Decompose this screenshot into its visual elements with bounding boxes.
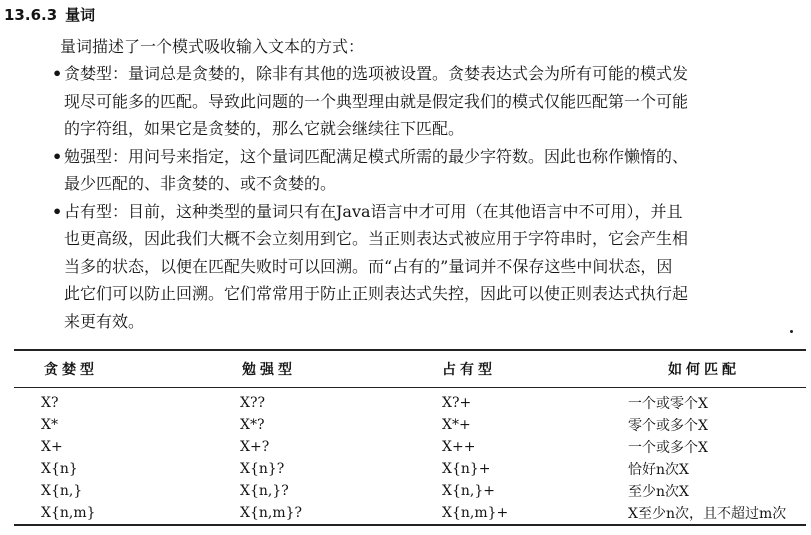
bullet-dot-icon: • (52, 64, 63, 83)
cell-possessive: X*+ (442, 417, 471, 433)
cell-reluctant: X{n}? (240, 461, 285, 477)
bullet-list (52, 60, 807, 335)
table-row (14, 388, 806, 415)
table-row (14, 480, 806, 502)
header-how-match: 如何匹配 (628, 350, 806, 388)
cell-greedy: X? (41, 395, 59, 411)
cell-greedy: X{n,} (41, 483, 83, 499)
cell-greedy: X{n} (41, 461, 78, 477)
cell-reluctant: X{n,m}? (240, 505, 303, 521)
cell-possessive: X{n,m}+ (442, 505, 509, 521)
section-heading (4, 4, 95, 25)
quantifier-table (14, 349, 806, 526)
cell-reluctant: X?? (240, 395, 265, 411)
paragraph-line: 勉强型：用问号来指定，这个量词匹配满足模式所需的最少字符数。因此也称作懒惰的、 (64, 146, 689, 166)
cell-reluctant: X+? (240, 439, 270, 455)
paragraph-line: 贪婪型：量词总是贪婪的，除非有其他的选项被设置。贪婪表达式会为所有可能的模式发 (64, 64, 689, 83)
bullet-dot-icon: • (52, 201, 63, 221)
cell-how-match: 零个或多个X (628, 418, 708, 434)
cell-greedy: X+ (41, 439, 63, 455)
cell-how-match: 至少n次X (628, 484, 689, 500)
table-row (14, 458, 806, 480)
paragraph-line: 此它们可以防止回溯。它们常常用于防止正则表达式失控，因此可以使正则表达式执行起 (64, 284, 689, 303)
cell-greedy: X{n,m} (41, 505, 96, 521)
paragraph-line: 占有型：目前，这种类型的量词只有在Java语言中才可用（在其他语言中不可用），并且 (64, 201, 683, 221)
section-number: 13.6.3 (4, 6, 58, 24)
bullet-greedy (52, 60, 807, 143)
table-row (14, 436, 806, 458)
cell-greedy: X* (41, 417, 58, 433)
table-header-row (14, 350, 806, 388)
paragraph-line: 也更高级，因此我们大概不会立刻用到它。当正则表达式被应用于字符串时，它会产生相 (64, 229, 689, 248)
paragraph-line: 现尽可能多的匹配。导致此问题的一个典型理由就是假定我们的模式仅能匹配第一个可能 (64, 91, 689, 111)
cell-possessive: X{n,}+ (442, 483, 495, 499)
cell-how-match: 一个或多个X (628, 440, 708, 456)
bullet-reluctant (52, 143, 807, 198)
cell-how-match: X至少n次，且不超过m次 (628, 506, 787, 522)
scan-speck (790, 330, 793, 333)
section-title: 量词 (65, 6, 96, 24)
cell-possessive: X?+ (442, 395, 472, 411)
cell-reluctant: X{n,}? (240, 483, 289, 499)
paragraph-line: 当多的状态，以便在匹配失败时可以回溯。而“占有的”量词并不保存这些中间状态，因 (64, 256, 673, 276)
table-row (14, 414, 806, 436)
header-reluctant: 勉强型 (240, 350, 442, 388)
paragraph-line: 的字符组，如果它是贪婪的，那么它就会继续往下匹配。 (64, 119, 465, 138)
header-possessive: 占有型 (442, 350, 628, 388)
cell-how-match: 一个或零个X (628, 396, 708, 412)
table-row (14, 502, 806, 525)
cell-possessive: X++ (442, 439, 476, 455)
bullet-dot-icon: • (52, 146, 63, 166)
header-greedy: 贪婪型 (14, 350, 240, 388)
cell-possessive: X{n}+ (442, 461, 491, 477)
intro-paragraph: 量词描述了一个模式吸收输入文本的方式： (60, 37, 365, 56)
bullet-possessive (52, 198, 807, 336)
cell-reluctant: X*? (240, 417, 265, 433)
cell-how-match: 恰好n次X (628, 462, 689, 478)
paragraph-line: 最少匹配的、非贪婪的、或不贪婪的。 (64, 174, 337, 193)
paragraph-line: 来更有效。 (64, 311, 145, 331)
